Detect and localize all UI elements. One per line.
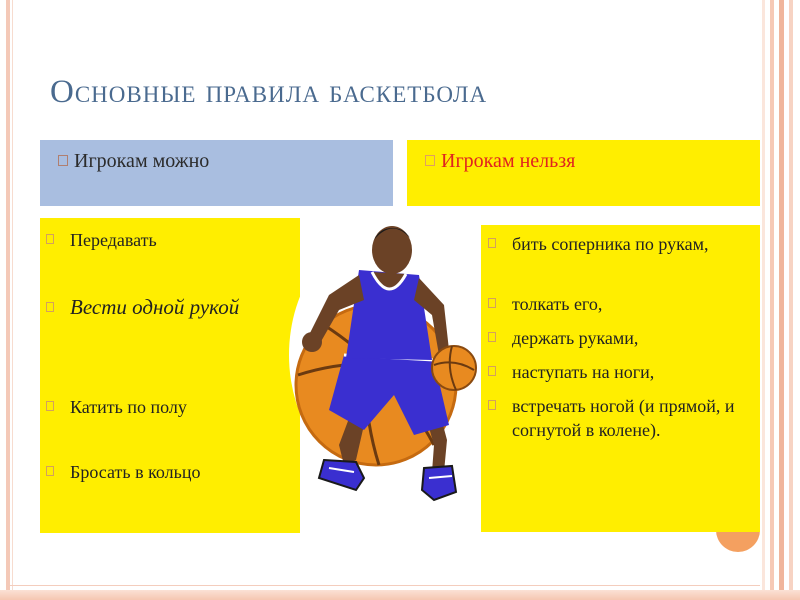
header-forbidden	[407, 140, 760, 206]
slide-title: Основные правила баскетбола	[50, 74, 488, 110]
frame-left-stripe	[12, 0, 13, 600]
list-item-allowed: Передавать	[70, 228, 280, 252]
list-item-allowed: Бросать в кольцо	[70, 460, 280, 484]
list-item-allowed: Катить по полу	[70, 395, 280, 419]
bullet-icon	[46, 466, 54, 476]
bullet-icon	[488, 400, 496, 410]
basketball-player-image	[284, 210, 484, 510]
bullet-icon	[46, 234, 54, 244]
list-item-allowed: Вести одной рукой	[70, 292, 250, 322]
list-item-forbidden: толкать его,	[512, 292, 742, 316]
bullet-icon	[46, 302, 54, 312]
frame-bottom-stripe	[0, 590, 800, 600]
frame-bottom-line	[10, 585, 760, 586]
list-item-forbidden: держать руками,	[512, 326, 742, 350]
list-item-forbidden: наступать на ноги,	[512, 360, 742, 384]
bullet-icon	[488, 366, 496, 376]
header-allowed	[40, 140, 393, 206]
frame-right-stripes	[762, 0, 800, 600]
bullet-icon	[488, 332, 496, 342]
frame-left-stripe	[6, 0, 10, 600]
bullet-icon	[425, 155, 435, 166]
list-item-forbidden: бить соперника по рукам,	[512, 232, 742, 256]
panel-allowed	[40, 218, 300, 533]
bullet-icon	[488, 238, 496, 248]
header-forbidden-label: Игрокам нельзя	[441, 150, 576, 172]
bullet-icon	[46, 401, 54, 411]
bullet-icon	[488, 298, 496, 308]
bullet-icon	[58, 155, 68, 166]
header-allowed-label: Игрокам можно	[74, 150, 210, 172]
list-item-forbidden: встречать ногой (и прямой, и согнутой в колене).	[512, 394, 742, 442]
